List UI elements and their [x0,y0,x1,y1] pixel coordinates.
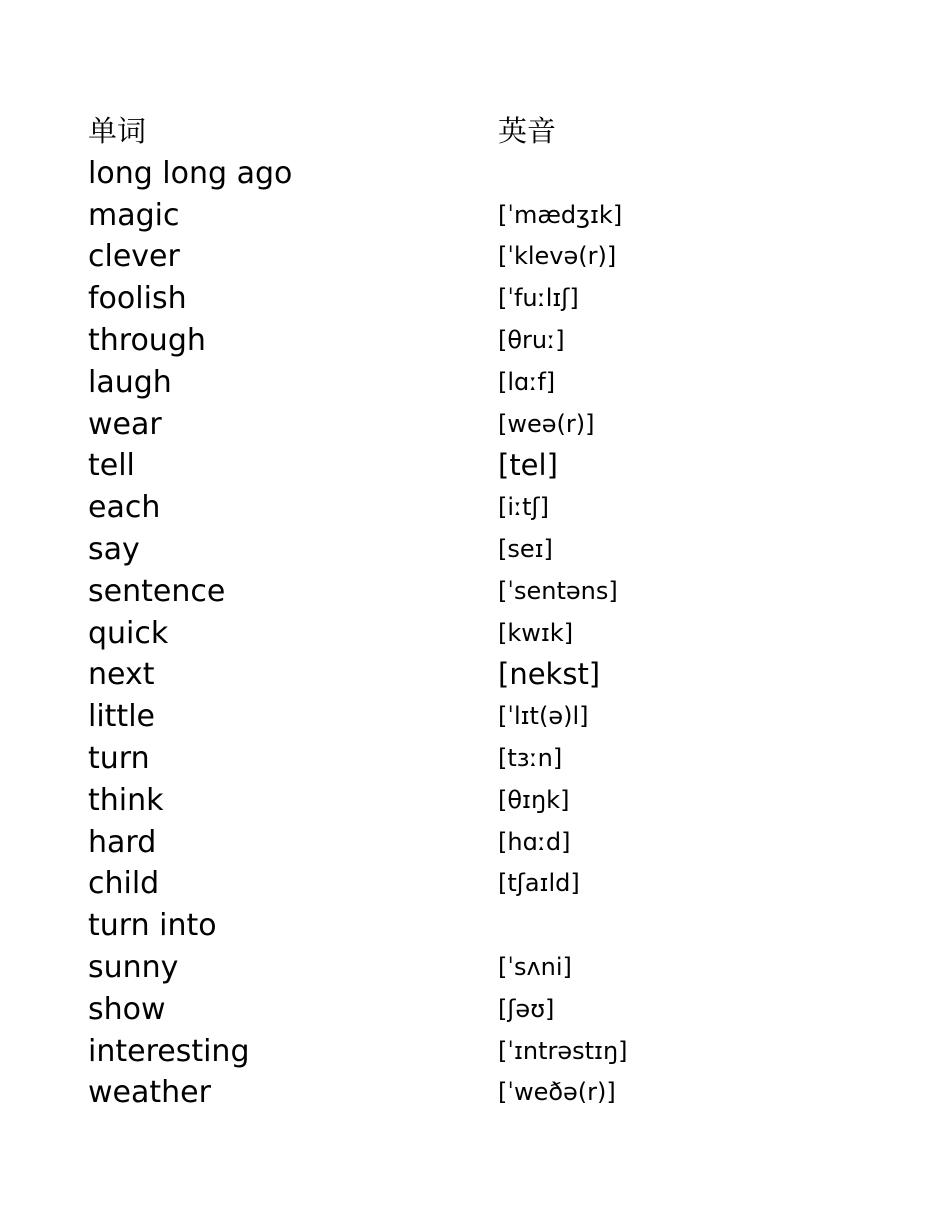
phonetic-cell: [θɪŋk] [498,785,570,814]
table-row [88,571,868,613]
table-row [88,863,868,905]
table-row [88,613,868,655]
word-cell: through [88,322,206,358]
phonetic-cell: [ˈsʌni] [498,952,572,981]
phonetic-cell: [lɑːf] [498,367,556,396]
table-row [88,278,868,320]
word-cell: wear [88,406,162,442]
word-cell: quick [88,615,169,651]
table-row [88,153,868,195]
table-row [88,654,868,696]
phonetic-cell: [ˈsentəns] [498,576,618,605]
table-row [88,905,868,947]
phonetic-cell: [seɪ] [498,534,553,563]
table-row [88,1031,868,1073]
word-cell: clever [88,239,180,275]
table-row [88,487,868,529]
word-cell: sentence [88,573,226,609]
word-cell: tell [88,448,135,484]
table-row [88,947,868,989]
word-cell: interesting [88,1033,250,1069]
word-cell: laugh [88,364,172,400]
word-cell: think [88,782,164,818]
phonetic-cell: [tel] [498,448,558,483]
phonetic-cell: [ˈweðə(r)] [498,1078,616,1107]
word-cell: sunny [88,949,179,985]
phonetic-column-header: 英音 [498,114,557,148]
phonetic-cell: [hɑːd] [498,827,571,856]
phonetic-cell: [weə(r)] [498,409,595,438]
table-row [88,445,868,487]
word-cell: foolish [88,281,187,317]
word-cell: little [88,699,155,735]
word-cell: long long ago [88,155,293,191]
phonetic-cell: [ˈmædʒɪk] [498,200,623,229]
table-row [88,989,868,1031]
word-cell: each [88,490,161,526]
phonetic-cell: [tɜːn] [498,743,563,772]
word-cell: show [88,991,166,1027]
word-cell: hard [88,824,157,860]
table-row [88,1072,868,1114]
word-column-header: 单词 [88,114,147,148]
phonetic-cell: [ˈɪntrəstɪŋ] [498,1036,628,1065]
word-cell: next [88,657,155,693]
phonetic-cell: [iːtʃ] [498,493,549,522]
vocabulary-table [88,111,868,1114]
word-cell: child [88,866,160,902]
phonetic-cell: [nekst] [498,657,601,692]
table-row [88,195,868,237]
word-cell: weather [88,1075,211,1111]
phonetic-cell: [ˈlɪt(ə)l] [498,702,589,731]
phonetic-cell: [ʃəʊ] [498,994,555,1023]
table-row [88,696,868,738]
word-cell: turn [88,740,150,776]
phonetic-cell: [θruː] [498,325,565,354]
phonetic-cell: [kwɪk] [498,618,574,647]
word-cell: magic [88,197,180,233]
table-row [88,738,868,780]
table-row [88,404,868,446]
word-cell: turn into [88,908,217,944]
table-row [88,320,868,362]
word-cell: say [88,531,140,567]
table-row [88,362,868,404]
phonetic-cell: [ˈklevə(r)] [498,242,617,271]
table-row [88,822,868,864]
table-row [88,780,868,822]
phonetic-cell: [ˈfuːlɪʃ] [498,284,579,313]
table-row [88,529,868,571]
table-header [88,111,868,153]
table-row [88,236,868,278]
phonetic-cell: [tʃaɪld] [498,869,580,898]
